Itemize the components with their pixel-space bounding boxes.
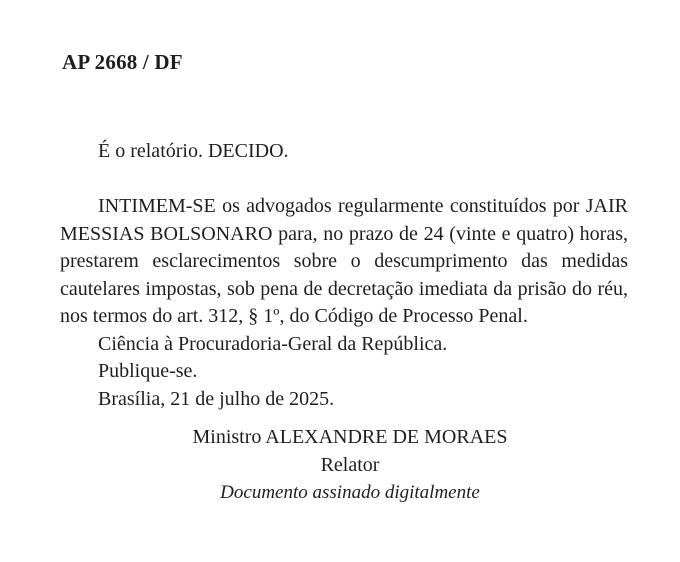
signature-role: Relator xyxy=(320,453,380,476)
order-paragraph: INTIMEM-SE os advogados regularmente constituídos por JAIR MESSIAS BOLSONARO para, no prazo de 24 (vinte e quatro) horas, prestarem esclarecimentos sobre o descumprimento das medidas cautelares impostas, sob pena de decretação imediata da prisão do réu, nos termos do art. 312, § 1º, do Código de Processo Penal. xyxy=(60,195,628,327)
pgr-notice-line: Ciência à Procuradoria-Geral da República. xyxy=(98,332,448,355)
publish-line: Publique-se. xyxy=(98,360,198,382)
case-number: AP 2668 / DF xyxy=(62,50,183,74)
date-line: Brasília, 21 de julho de 2025. xyxy=(98,387,335,410)
document-body xyxy=(60,138,628,413)
digital-signature-note: Documento assinado digitalmente xyxy=(220,482,480,503)
decision-line: É o relatório. DECIDO. xyxy=(98,140,289,162)
signature-name: Ministro ALEXANDRE DE MORAES xyxy=(192,426,508,448)
signature-block xyxy=(60,424,640,507)
